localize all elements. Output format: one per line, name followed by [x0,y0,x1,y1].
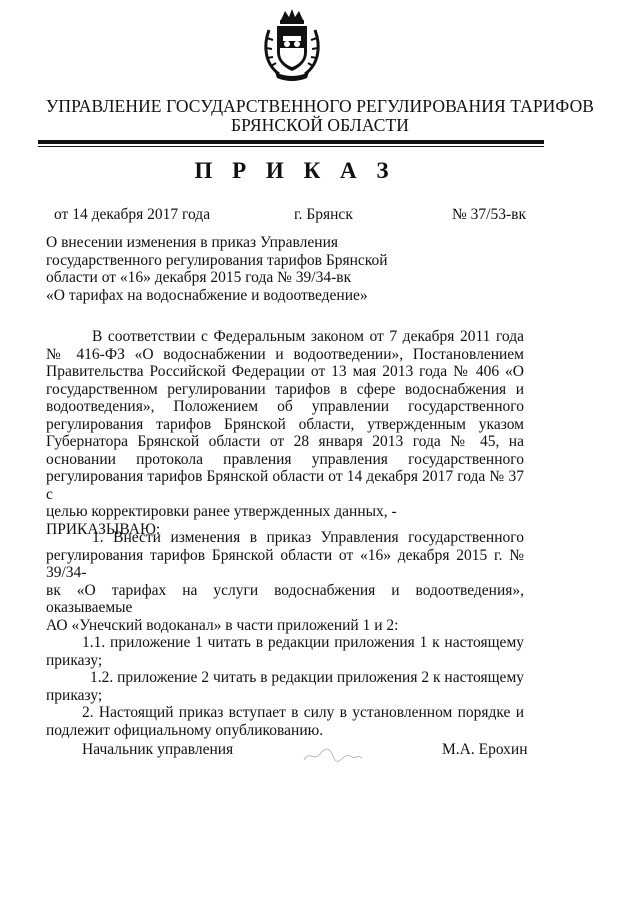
handwritten-signature [300,742,364,768]
header-divider-thick [38,140,544,144]
signatory-title: Начальник управления [82,741,234,758]
order-keyword: ПРИКАЗЫВАЮ: [46,520,161,538]
order-line: вк «О тарифах на услуги водоснабжения и водоотведения», оказываемые [46,581,524,616]
header-divider-thin [38,146,544,147]
document-subject [46,234,388,304]
order-items [46,529,524,739]
order-line: подлежит официальному опубликованию. [46,721,324,739]
document-number: № 37/53-вк [452,206,526,223]
order-line: АО «Унечский водоканал» в части приложений 1 и 2: [46,616,399,634]
preamble-line: № 416-ФЗ «О водоснабжении и водоотведении», Постановлением [46,345,524,363]
subject-line: государственного регулирования тарифов Брянской [46,251,388,269]
signatory-name: М.А. Ерохин [442,741,528,758]
order-item-1-2: 1.2. приложение 2 читать в редакции приложения 2 к настоящему [90,669,524,686]
preamble-line: водоотведения», Положением об управлении государственного [46,398,524,415]
order-line: регулирования тарифов Брянской области от «16» декабря 2015 г. № 39/34- [46,546,524,581]
order-item-2: 2. Настоящий приказ вступает в силу в установленном порядке и [82,704,524,721]
preamble-line: регулирования тарифов Брянской области, утвержденным указом [46,415,524,433]
organization-region: БРЯНСКОЙ ОБЛАСТИ [230,115,410,135]
bryansk-coat-of-arms-icon [261,8,323,82]
order-line: приказу; [46,651,103,669]
preamble-line: Губернатора Брянской области от 28 января 2013 года № 45, на [46,433,524,450]
order-item-1-1: 1.1. приложение 1 читать в редакции приложения 1 к настоящему [82,634,524,651]
preamble-paragraph [46,328,524,538]
subject-line: «О тарифах на водоснабжение и водоотведение» [46,286,368,304]
preamble-line: регулирования тарифов Брянской области от 14 декабря 2017 года № 37 с [46,468,524,503]
preamble-line: Правительства Российской Федерации от 13 мая 2013 года № 406 «О [46,363,524,380]
order-line: приказу; [46,686,103,704]
subject-line: О внесении изменения в приказ Управления [46,234,339,251]
document-city: г. Брянск [294,206,353,223]
subject-line: области от «16» декабря 2015 года № 39/34-вк [46,269,352,286]
document-date: от 14 декабря 2017 года [54,206,211,223]
document-title: П Р И К А З [194,158,396,183]
organization-name: УПРАВЛЕНИЕ ГОСУДАРСТВЕННОГО РЕГУЛИРОВАНИЯ ТАРИФОВ [45,96,595,116]
preamble-line: государственном регулировании тарифов в сфере водоснабжения и [46,380,524,398]
preamble-line: целью корректировки ранее утвержденных данных, - [46,503,397,520]
preamble-line: В соответствии с Федеральным законом от 7 декабря 2011 года [92,328,524,345]
order-item-1: 1. Внести изменения в приказ Управления государственного [92,529,524,546]
preamble-line: основании протокола правления управления государственного [46,450,524,468]
